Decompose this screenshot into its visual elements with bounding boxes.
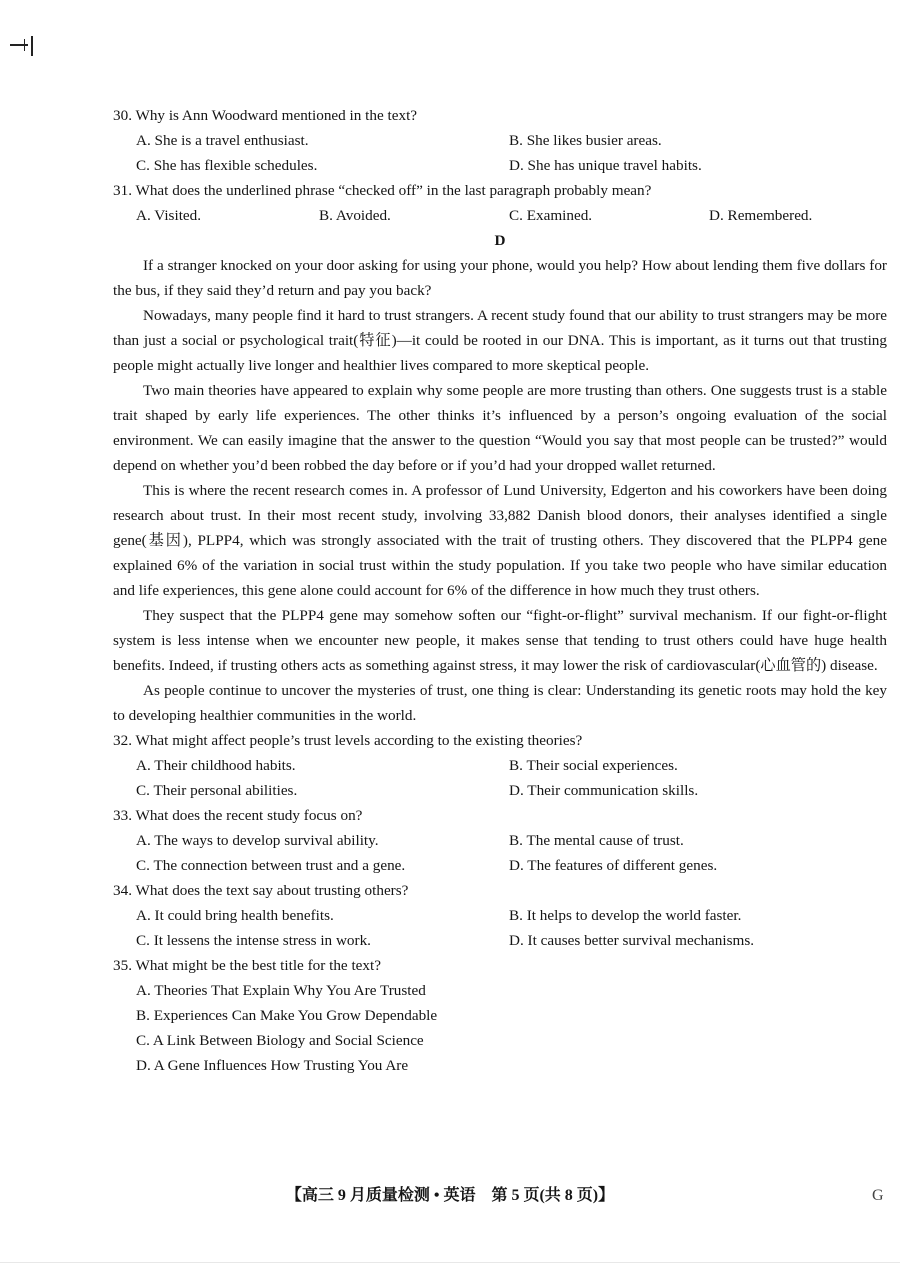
option-a: A. Their childhood habits. (136, 757, 296, 774)
answer-options (113, 903, 887, 928)
option-c: C. The connection between trust and a gene. (136, 857, 406, 874)
option-d: D. It causes better survival mechanisms. (509, 932, 755, 949)
answer-options (113, 928, 887, 953)
option-a: A. It could bring health benefits. (136, 907, 334, 924)
option-d: D. The features of different genes. (509, 857, 718, 874)
option-d: D. Their communication skills. (509, 782, 699, 799)
option-b: B. Their social experiences. (509, 757, 678, 774)
page-content (113, 103, 887, 1078)
option-b: B. She likes busier areas. (509, 132, 662, 149)
option-c: C. Their personal abilities. (136, 782, 298, 799)
passage-paragraph: They suspect that the PLPP4 gene may somehow soften our “fight-or-flight” survival mechanism. If our fight-or-flight system is less intense when we encounter new people, it makes sense that tending to trust others could have huge health benefits. Indeed, if trusting others acts as something against stress, it may lower the risk of cardiovascular(心血管的) disease. (113, 607, 887, 674)
page-footer: 【高三 9 月质量检测 • 英语 第 5 页(共 8 页)】 (285, 1187, 615, 1204)
question-stem: 30. Why is Ann Woodward mentioned in the text? (113, 107, 418, 124)
passage-paragraph: If a stranger knocked on your door asking for using your phone, would you help? How about lending them five dollars for the bus, if they said they’d return and pay you back? (113, 257, 887, 299)
question-stem: 35. What might be the best title for the text? (113, 957, 381, 974)
question-stem: 34. What does the text say about trusting others? (113, 882, 409, 899)
option-c: C. A Link Between Biology and Social Science (136, 1032, 424, 1049)
section-heading: D (494, 232, 506, 249)
answer-options (113, 153, 887, 178)
option-c: C. Examined. (509, 207, 593, 224)
answer-options (113, 853, 887, 878)
option-d: D. A Gene Influences How Trusting You Are (136, 1057, 409, 1074)
option-d: D. She has unique travel habits. (509, 157, 702, 174)
corner-label: G (872, 1187, 884, 1204)
passage-paragraph: Nowadays, many people find it hard to trust strangers. A recent study found that our ability to trust strangers may be more than just a social or psychological trait(特征)—it could be rooted in our DNA. This is important, as it turns out that trusting people might actually live longer and healthier lives compared to more skeptical people. (113, 307, 887, 374)
binding-mark-icon (10, 36, 34, 56)
passage-paragraph: As people continue to uncover the mysteries of trust, one thing is clear: Understanding its genetic roots may hold the key to developing healthier communities in the world. (113, 682, 887, 724)
option-b: B. It helps to develop the world faster. (509, 907, 742, 924)
option-d: D. Remembered. (709, 207, 813, 224)
option-c: C. She has flexible schedules. (136, 157, 318, 174)
divider (0, 1262, 900, 1263)
answer-options (113, 828, 887, 853)
answer-options (113, 128, 887, 153)
option-a: A. Visited. (136, 207, 202, 224)
passage-paragraph: This is where the recent research comes in. A professor of Lund University, Edgerton and his coworkers have been doing research about trust. In their most recent study, involving 33,882 Danish blood donors, their analyses identified a single gene(基因), PLPP4, which was strongly associated with the trait of trusting others. They discovered that the PLPP4 gene explained 6% of the variation in social trust within the study population. If you take two people who have similar education and life experiences, this gene alone could account for 6% of the difference in how much they trust others. (113, 482, 887, 599)
passage-paragraph: Two main theories have appeared to explain why some people are more trusting than others. One suggests trust is a stable trait shaped by early life experiences. The other thinks it’s influenced by a person’s ongoing evaluation of the social environment. We can easily imagine that the answer to the question “Would you say that most people can be trusted?” would depend on whether you’d been robbed the day before or if you’d had your dropped wallet returned. (113, 382, 887, 474)
option-a: A. Theories That Explain Why You Are Trusted (136, 982, 426, 999)
answer-options (113, 753, 887, 778)
option-b: B. Avoided. (319, 207, 391, 224)
question-stem: 32. What might affect people’s trust levels according to the existing theories? (113, 732, 583, 749)
option-c: C. It lessens the intense stress in work. (136, 932, 371, 949)
option-a: A. The ways to develop survival ability. (136, 832, 379, 849)
question-stem: 31. What does the underlined phrase “checked off” in the last paragraph probably mean? (113, 182, 652, 199)
option-b: B. Experiences Can Make You Grow Dependable (136, 1007, 438, 1024)
answer-options (113, 778, 887, 803)
option-b: B. The mental cause of trust. (509, 832, 684, 849)
answer-options (113, 203, 887, 228)
option-a: A. She is a travel enthusiast. (136, 132, 309, 149)
question-stem: 33. What does the recent study focus on? (113, 807, 363, 824)
